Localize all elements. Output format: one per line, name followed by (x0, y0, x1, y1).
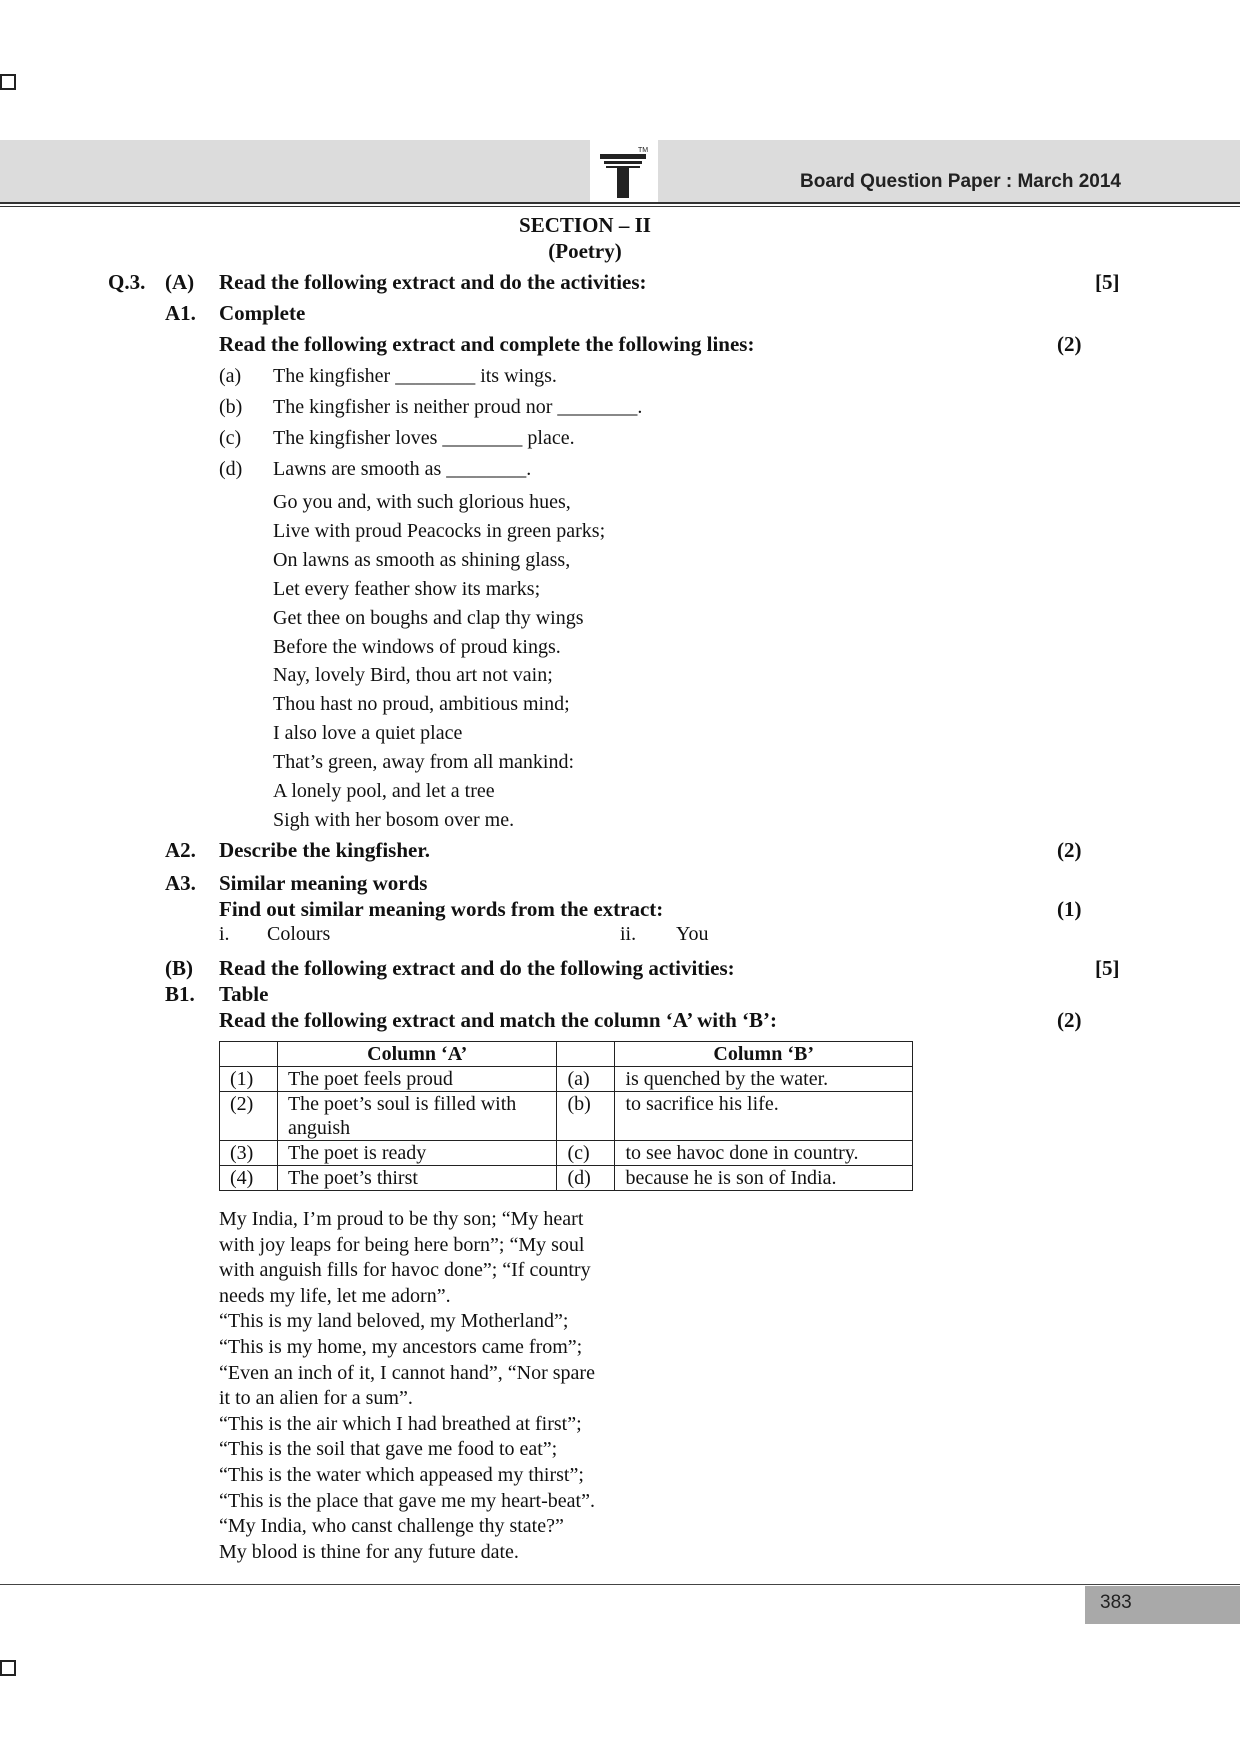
header-title: Board Question Paper : March 2014 (800, 171, 1121, 192)
table-row (220, 1092, 913, 1141)
poem-line: it to an alien for a sum”. (219, 1387, 413, 1410)
poem-line: “This is my home, my ancestors came from”; (219, 1335, 583, 1358)
part-b-instruction: Read the following extract and do the following activities: (219, 956, 735, 980)
a1-item-label-d: (d) (219, 458, 243, 480)
row-number-a: (1) (220, 1067, 278, 1092)
column-b-cell: to sacrifice his life. (615, 1092, 913, 1141)
pillar-logo-icon (590, 140, 658, 202)
part-a-marks: [5] (1095, 270, 1120, 294)
a3-item-label-ii: ii. (620, 923, 637, 945)
column-a-cell: The poet’s thirst (277, 1166, 557, 1191)
b1-instruction: Read the following extract and match the column ‘A’ with ‘B’: (219, 1008, 777, 1032)
a1-marks: (2) (1057, 332, 1082, 356)
logo-trademark: TM (638, 147, 649, 154)
poem-line: My blood is thine for any future date. (219, 1540, 519, 1563)
poem-line: Sigh with her bosom over me. (273, 808, 515, 831)
a3-title: Similar meaning words (219, 871, 428, 895)
part-b-marks: [5] (1095, 956, 1120, 980)
page-number: 383 (1100, 1592, 1132, 1613)
a1-item-text-d: Lawns are smooth as ________. (273, 458, 532, 480)
row-number-a: (3) (220, 1141, 278, 1166)
a2-title: Describe the kingfisher. (219, 838, 430, 862)
column-b-cell: to see havoc done in country. (615, 1141, 913, 1166)
poem-line: My India, I’m proud to be thy son; “My heart (219, 1208, 584, 1230)
poem-line: Nay, lovely Bird, thou art not vain; (273, 664, 553, 687)
a1-instruction: Read the following extract and complete the following lines: (219, 332, 755, 356)
a3-marks: (1) (1057, 897, 1082, 921)
poem-line: Thou hast no proud, ambitious mind; (273, 693, 570, 716)
a1-item-label-b: (b) (219, 396, 243, 418)
table-row (220, 1067, 913, 1092)
poem-line: “This is the place that gave me my heart-beat”. (219, 1489, 595, 1512)
section-subtitle: (Poetry) (548, 239, 622, 263)
match-table (219, 1041, 913, 1191)
column-b-cell: because he is son of India. (615, 1166, 913, 1191)
part-b-label: (B) (165, 956, 193, 980)
a1-item-label-a: (a) (219, 365, 242, 387)
b1-title: Table (219, 982, 269, 1006)
a2-label: A2. (165, 838, 196, 862)
poem-line: “This is the water which appeased my thirst”; (219, 1463, 584, 1486)
a3-label: A3. (165, 871, 196, 895)
kingfisher-extract (273, 488, 605, 835)
column-a-header: Column ‘A’ (277, 1042, 557, 1067)
a1-item-text-a: The kingfisher ________ its wings. (273, 365, 557, 387)
a1-item-text-c: The kingfisher loves ________ place. (273, 427, 575, 449)
poem-line: “Even an inch of it, I cannot hand”, “Nor spare (219, 1361, 595, 1384)
b1-label: B1. (165, 982, 195, 1006)
row-number-b: (d) (557, 1166, 615, 1191)
row-number-a: (2) (220, 1092, 278, 1141)
a1-title: Complete (219, 301, 306, 325)
poem-line: “This is the soil that gave me food to eat”; (219, 1438, 558, 1461)
poem-line: Live with proud Peacocks in green parks; (273, 519, 606, 542)
poem-line: Go you and, with such glorious hues, (273, 491, 571, 513)
b1-marks: (2) (1057, 1008, 1082, 1032)
a3-item-text-i: Colours (267, 923, 331, 945)
column-a-cell: The poet feels proud (277, 1067, 557, 1092)
poem-line: I also love a quiet place (273, 722, 463, 745)
poem-line: Let every feather show its marks; (273, 577, 541, 600)
table-header-blank (220, 1042, 278, 1067)
a2-marks: (2) (1057, 838, 1082, 862)
a3-item-label-i: i. (219, 923, 230, 945)
column-a-cell: The poet’s soul is filled with anguish (277, 1092, 557, 1141)
poem-line: “My India, who canst challenge thy state?” (219, 1515, 564, 1538)
corner-mark-bottom (0, 1660, 16, 1676)
column-b-cell: is quenched by the water. (615, 1067, 913, 1092)
table-header-row (220, 1042, 913, 1067)
poem-line: with anguish fills for havoc done”; “If country (219, 1259, 591, 1282)
header-rule (0, 202, 1240, 204)
poem-line: Get thee on boughs and clap thy wings (273, 606, 584, 629)
part-a-instruction: Read the following extract and do the activities: (219, 270, 647, 294)
row-number-b: (a) (557, 1067, 615, 1092)
poem-line: On lawns as smooth as shining glass, (273, 548, 571, 571)
part-a-label: (A) (165, 270, 195, 294)
poem-line: with joy leaps for being here born”; “My soul (219, 1233, 585, 1256)
a3-item-text-ii: You (676, 923, 709, 945)
question-number: Q.3. (108, 270, 146, 294)
a3-instruction: Find out similar meaning words from the extract: (219, 897, 664, 921)
a1-label: A1. (165, 301, 196, 325)
column-b-header: Column ‘B’ (615, 1042, 913, 1067)
row-number-b: (b) (557, 1092, 615, 1141)
a1-item-label-c: (c) (219, 427, 242, 449)
header-rule-thin (0, 206, 1240, 207)
publisher-logo (590, 140, 658, 202)
poem-line: A lonely pool, and let a tree (273, 780, 495, 803)
corner-mark-top (0, 74, 16, 90)
poem-line: “This is the air which I had breathed at first”; (219, 1412, 582, 1435)
poem-line: That’s green, away from all mankind: (273, 751, 575, 774)
section-title: SECTION – II (519, 213, 651, 237)
table-row (220, 1141, 913, 1166)
row-number-b: (c) (557, 1141, 615, 1166)
poem-line: Before the windows of proud kings. (273, 635, 561, 658)
table-row (220, 1166, 913, 1191)
column-a-cell: The poet is ready (277, 1141, 557, 1166)
india-extract (219, 1207, 679, 1565)
row-number-a: (4) (220, 1166, 278, 1191)
a1-item-text-b: The kingfisher is neither proud nor ________. (273, 396, 643, 418)
poem-line: needs my life, let me adorn”. (219, 1284, 451, 1307)
table-header-blank (557, 1042, 615, 1067)
footer-rule (0, 1584, 1240, 1585)
poem-line: “This is my land beloved, my Motherland”; (219, 1310, 569, 1333)
